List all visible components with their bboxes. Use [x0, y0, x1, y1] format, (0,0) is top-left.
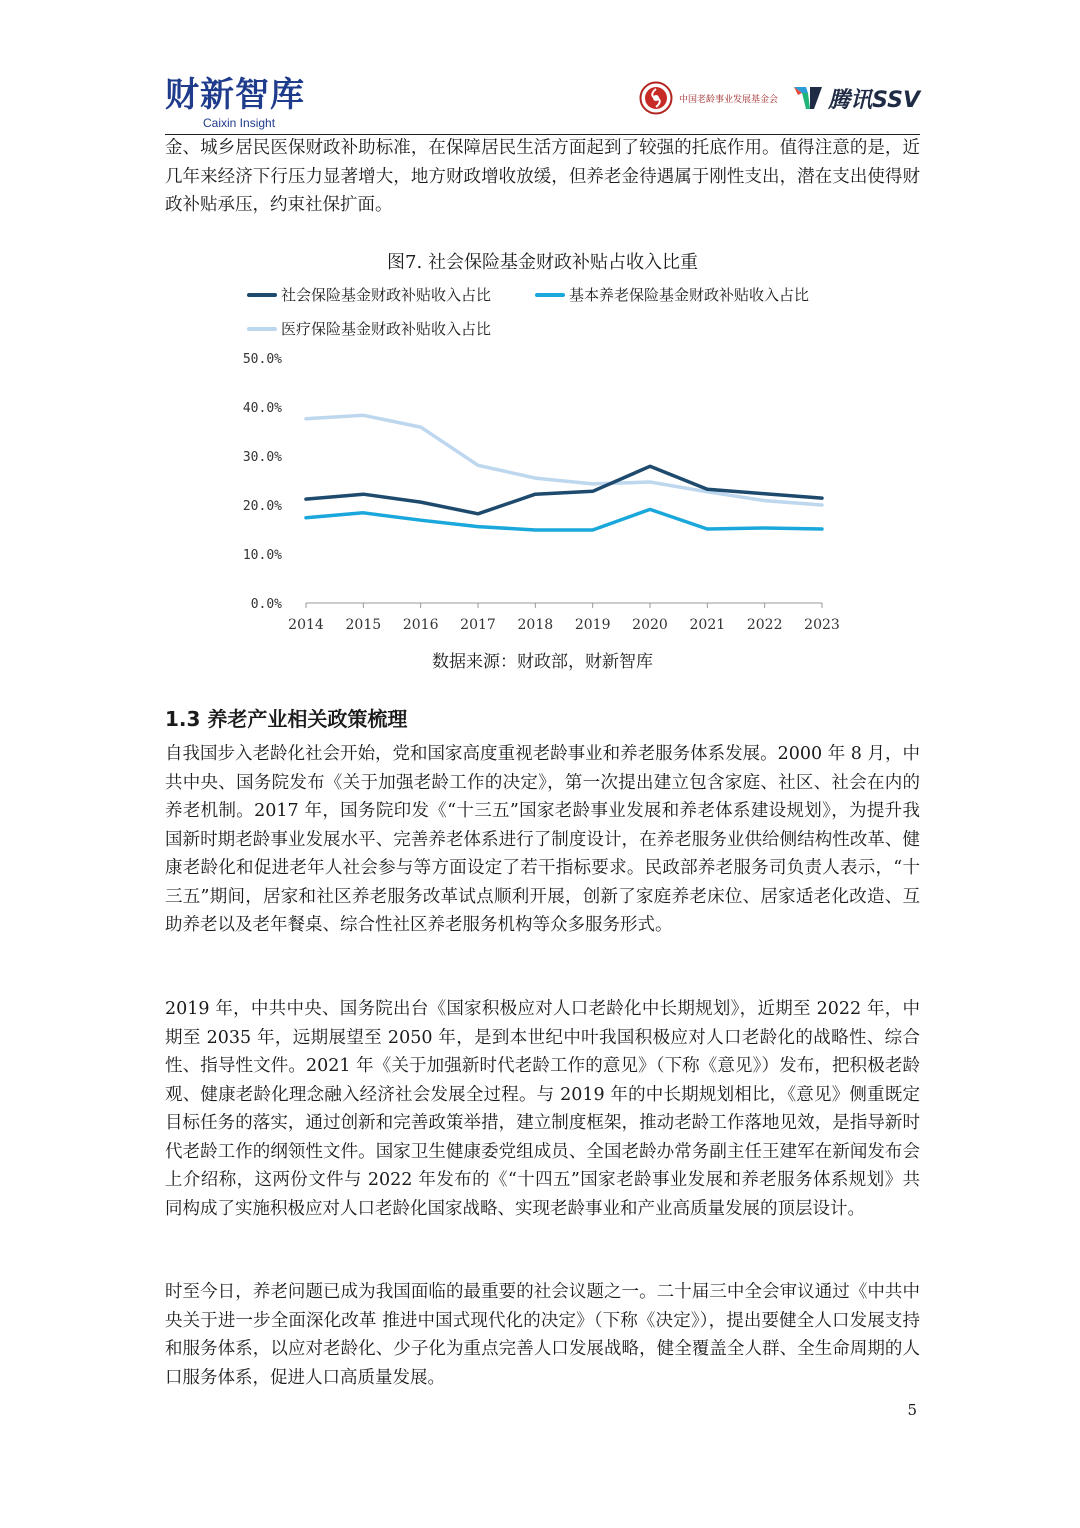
tencent-ssv-name: 腾讯SSV [828, 87, 920, 113]
x-tick-label: 2015 [345, 617, 382, 633]
body-paragraph-3: 时至今日，养老问题已成为我国面临的最重要的社会议题之一。二十届三中全会审议通过《中共中央关于进一步全面深化改革 推进中国式现代化的决定》（下称《决定》），提出要健全人口发展支持和服务体系，以应对老龄化、少子化为重点完善人口发展战略，健全覆盖全人群、全生命周期的人口服务体系，促进人口高质量发展。 [165, 1282, 920, 1388]
x-tick-label: 2021 [689, 617, 726, 633]
chart-legend-row-2 [247, 318, 535, 339]
line-chart [230, 340, 840, 642]
x-tick-label: 2022 [746, 617, 783, 633]
y-tick-label: 50.0% [242, 352, 282, 367]
legend-item-social-insurance [247, 284, 491, 305]
figure-title: 图7. 社会保险基金财政补贴占收入比重 [387, 252, 698, 273]
body-paragraph-2: 2019 年，中共中央、国务院出台《国家积极应对人口老龄化中长期规划》，近期至 2022 年，中期至 2035 年，远期展望至 2050 年，是到本世纪中叶我国积极应对人口老龄化的战略性、综合性、指导性文件。2021 年《关于加强新时代老龄工作的意见》（下称《意见》）发布，把积极老龄观、健康老龄化理念融入经济社会发展全过程。与 2019 年的中长期规划相比，《意见》侧重既定目标任务的落实，通过创新和完善政策举措，建立制度框架，推动老龄工作落地见效，是指导新时代老龄工作的纲领性文件。国家卫生健康委党组成员、全国老龄办常务副主任王建军在新闻发布会上介绍称，这两份文件与 2022 年发布的《“十四五”国家老龄事业发展和养老服务体系规划》共同构成了实施积极应对人口老龄化国家战略、实现老龄事业和产业高质量发展的顶层设计。 [165, 999, 920, 1219]
legend-swatch [535, 293, 565, 297]
x-tick-label: 2023 [804, 617, 840, 633]
series-line-1 [306, 509, 822, 530]
foundation-seal-icon [639, 81, 673, 115]
y-tick-label: 10.0% [242, 548, 282, 563]
page-header [165, 72, 920, 135]
legend-label: 基本养老保险基金财政补贴收入占比 [569, 286, 810, 304]
x-tick-label: 2016 [402, 617, 439, 633]
series-line-0 [306, 466, 822, 514]
body-paragraph-1: 自我国步入老龄化社会开始，党和国家高度重视老龄事业和养老服务体系发展。2000 年 8 月，中共中央、国务院发布《关于加强老龄工作的决定》，第一次提出建立包含家庭、社区、社会在内的养老机制。2017 年，国务院印发《“十三五”国家老龄事业发展和养老体系建设规划》，为提升我国新时期老龄事业发展水平、完善养老体系进行了制度设计，在养老服务业供给侧结构性改革、健康老龄化和促进老年人社会参与等方面设定了若干指标要求。民政部养老服务司负责人表示，“十三五”期间，居家和社区养老服务改革试点顺利开展，创新了家庭养老床位、居家适老化改造、互助养老以及老年餐桌、综合性社区养老服务机构等众多服务形式。 [165, 744, 920, 935]
x-tick-label: 2020 [632, 617, 668, 633]
legend-item-pension-insurance [535, 284, 809, 305]
y-tick-label: 0.0% [250, 597, 282, 612]
x-tick-label: 2017 [460, 617, 496, 633]
page-number: 5 [907, 1401, 917, 1419]
intro-paragraph: 金、城乡居民医保财政补助标准，在保障居民生活方面起到了较强的托底作用。值得注意的是，近几年来经济下行压力显著增大，地方财政增收放缓，但养老金待遇属于刚性支出，潜在支出使得财政补贴承压，约束社保扩面。 [165, 138, 920, 215]
y-tick-label: 20.0% [242, 499, 282, 514]
x-tick-label: 2018 [517, 617, 554, 633]
x-tick-label: 2014 [288, 617, 324, 633]
y-tick-label: 40.0% [242, 401, 282, 416]
legend-item-medical-insurance [247, 318, 491, 339]
legend-swatch [247, 327, 277, 331]
brand-name-en: Caixin Insight [203, 116, 276, 130]
legend-label: 医疗保险基金财政补贴收入占比 [281, 320, 492, 338]
legend-swatch [247, 293, 277, 297]
brand-name-cn: 财新智库 [165, 75, 305, 115]
caixin-logo [165, 75, 305, 130]
partner-logos [639, 78, 920, 118]
tencent-ssv-logo-icon [792, 83, 824, 113]
legend-label: 社会保险基金财政补贴收入占比 [281, 286, 492, 304]
chart-legend-row-1 [247, 284, 853, 305]
section-heading: 1.3 养老产业相关政策梳理 [165, 707, 408, 731]
y-tick-label: 30.0% [242, 450, 282, 465]
x-tick-label: 2019 [574, 617, 611, 633]
figure-source: 数据来源：财政部，财新智库 [432, 652, 653, 672]
foundation-name: 中国老龄事业发展基金会 [679, 94, 779, 105]
